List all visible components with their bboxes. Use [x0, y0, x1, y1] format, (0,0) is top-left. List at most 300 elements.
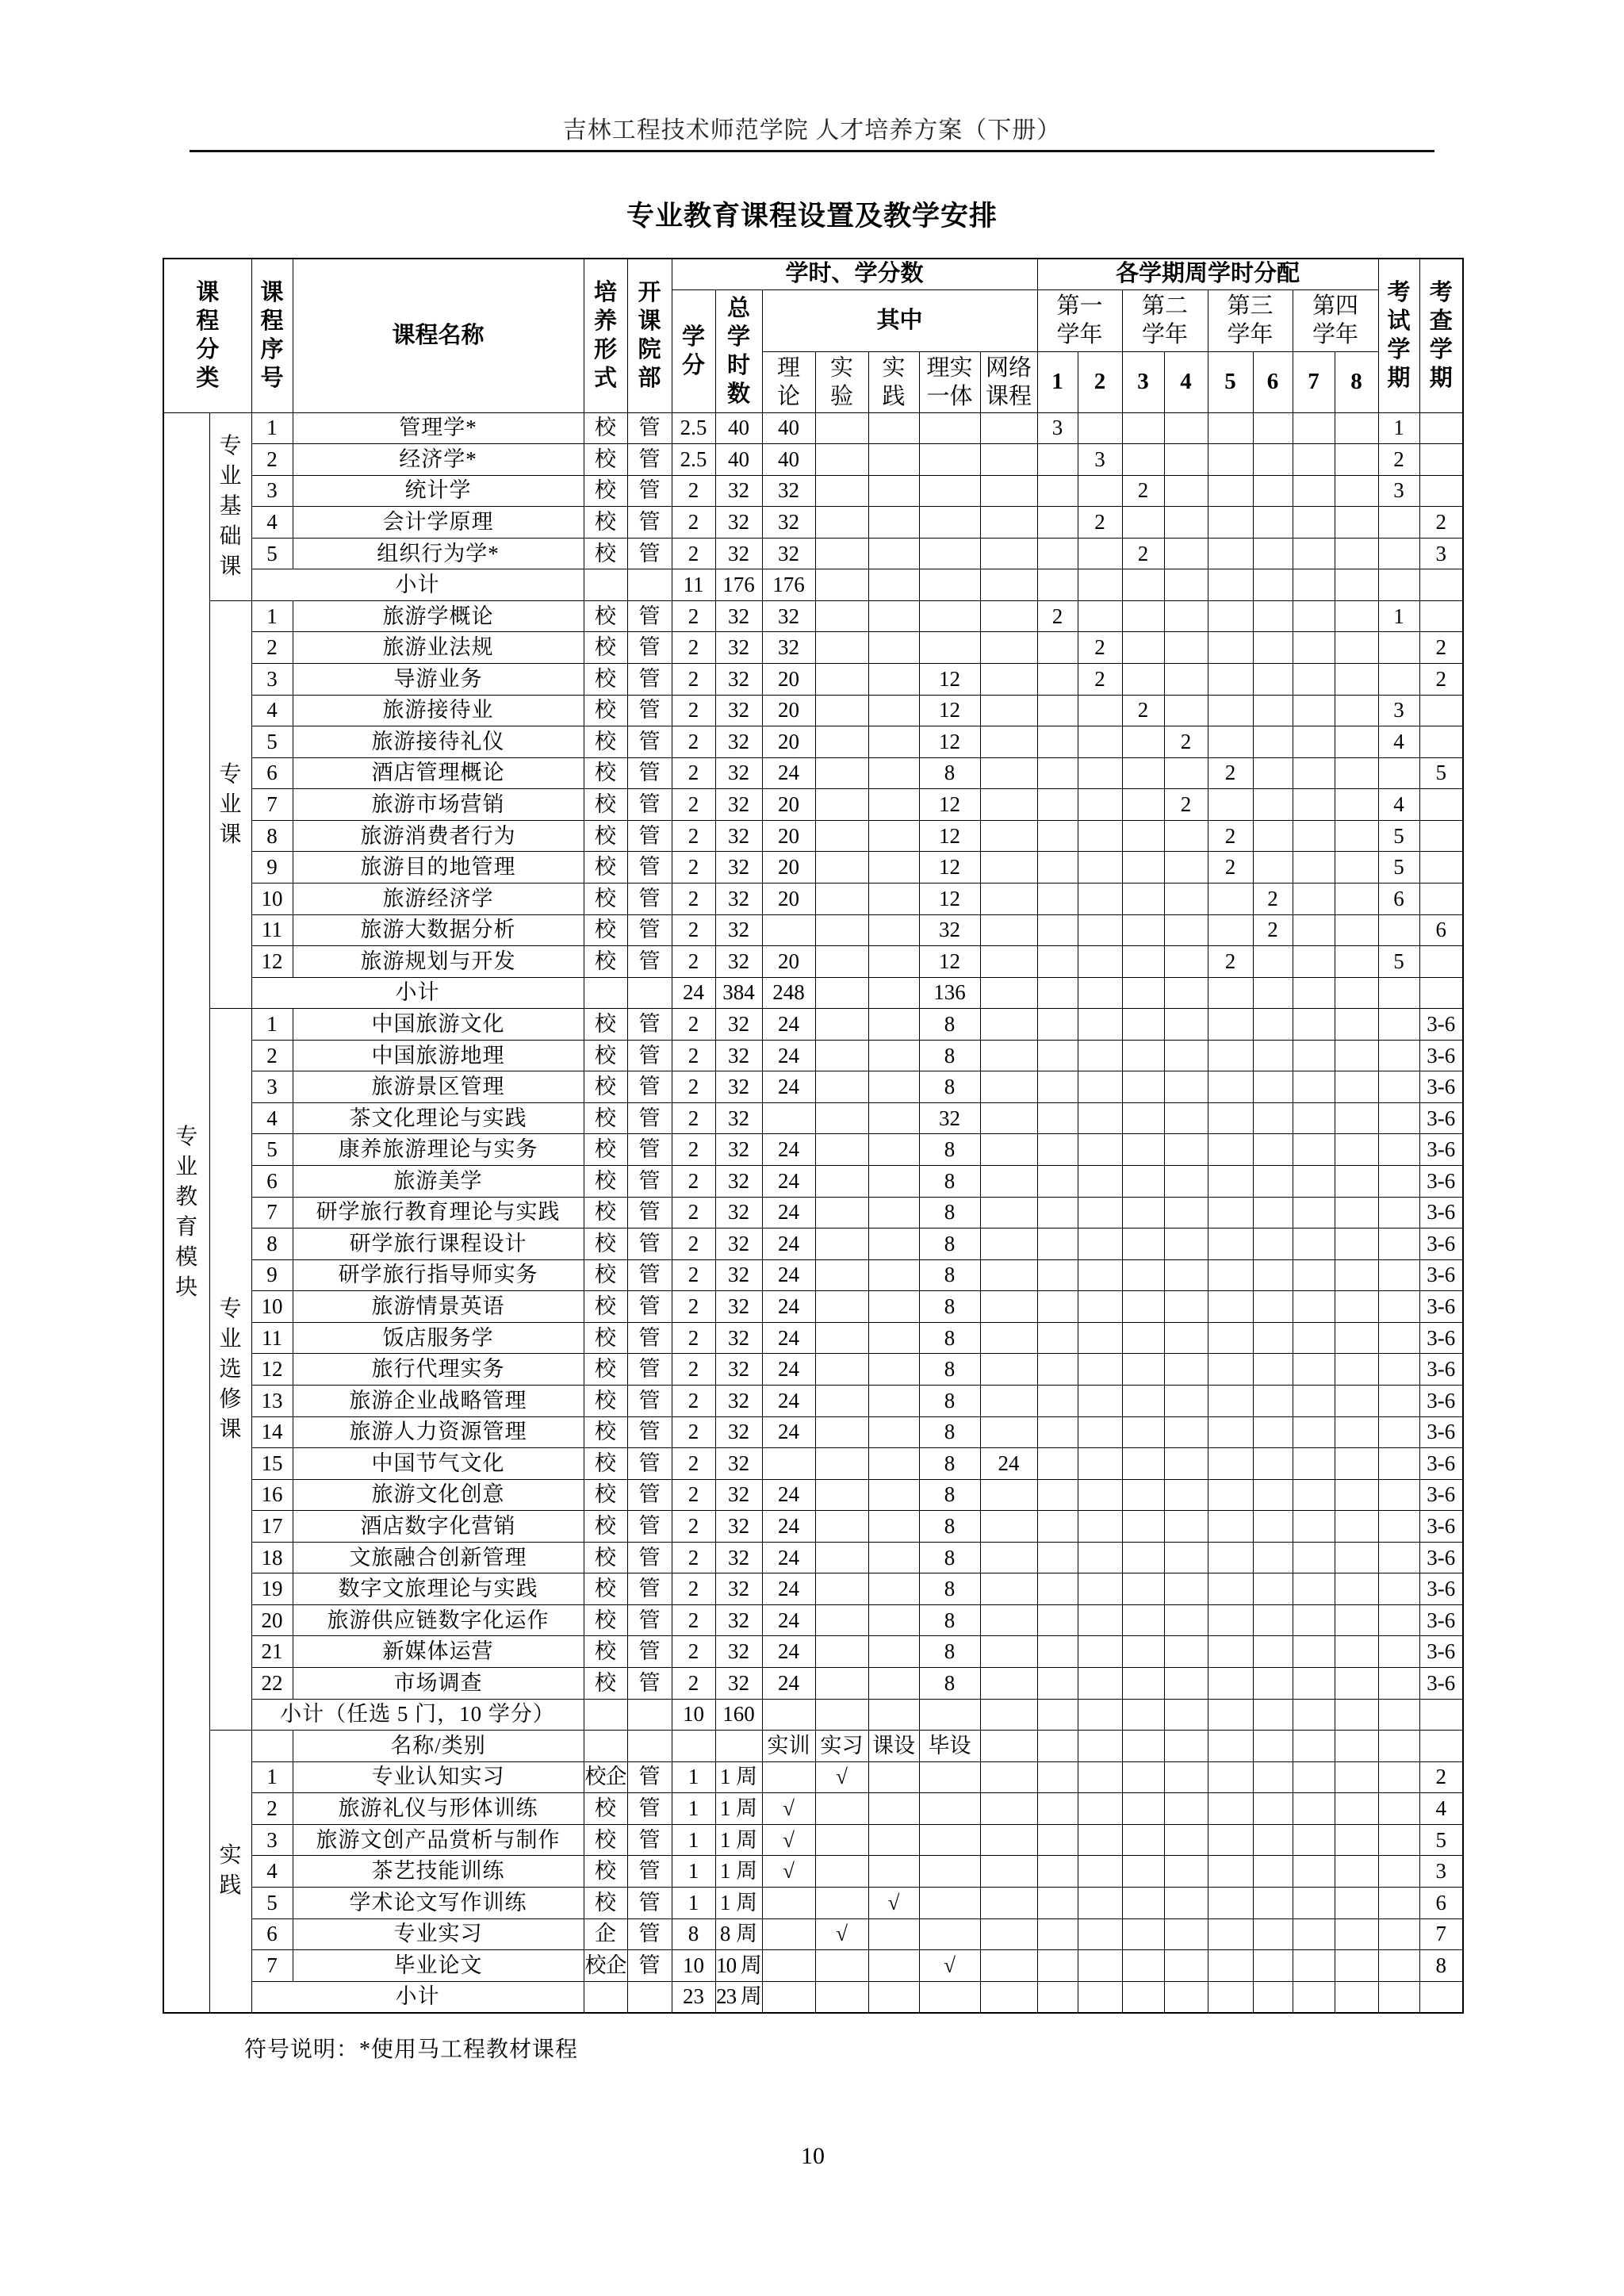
exam-term-cell — [1378, 1385, 1419, 1416]
course-name-cell: 旅游文化创意 — [293, 1479, 584, 1511]
semester-8-hours-cell — [1335, 1448, 1378, 1480]
experiment-hours-cell — [815, 1009, 868, 1041]
header-semester-5: 5 — [1208, 351, 1253, 412]
practice-hours-cell — [868, 664, 919, 696]
semester-2-hours-cell — [1078, 1166, 1122, 1198]
header-check-term-label: 考查学期 — [1429, 280, 1453, 392]
semester-1-hours-cell — [1037, 1668, 1078, 1700]
exam-term-cell — [1378, 1448, 1419, 1480]
semester-1-hours-cell — [1037, 1636, 1078, 1668]
semester-6-hours-cell — [1253, 1511, 1293, 1543]
integrated-hours-cell: 8 — [919, 1197, 980, 1228]
practice-hours-cell — [868, 1071, 919, 1103]
practice-name-header-cell: 名称/类别 — [293, 1731, 584, 1762]
semester-2-hours-cell — [1078, 412, 1122, 444]
course-name-cell: 旅游接待业 — [293, 695, 584, 726]
training-form-cell: 校 — [584, 789, 627, 821]
course-row — [163, 914, 1463, 946]
credits-cell: 2 — [672, 1322, 715, 1354]
total-hours-cell: 176 — [715, 569, 762, 601]
exam-term-cell — [1378, 1416, 1419, 1448]
semester-5-hours-cell — [1208, 789, 1253, 821]
course-no-cell: 3 — [251, 475, 293, 507]
credits-cell: 2 — [672, 789, 715, 821]
semester-1-hours-cell — [1037, 1385, 1078, 1416]
semester-4-hours-cell — [1164, 600, 1208, 632]
semester-5-hours-cell — [1208, 1668, 1253, 1700]
check-term-cell — [1419, 1699, 1463, 1731]
course-row — [163, 1197, 1463, 1228]
practice-type-training-header: 实训 — [762, 1731, 815, 1762]
integrated-hours-cell: 8 — [919, 1071, 980, 1103]
semester-1-hours-cell — [1037, 883, 1078, 914]
semester-7-hours-cell — [1293, 412, 1335, 444]
semester-7-hours-cell — [1293, 600, 1335, 632]
semester-1-hours-cell — [1037, 444, 1078, 476]
practice-hours-cell — [868, 1385, 919, 1416]
course-no-cell: 22 — [251, 1668, 293, 1700]
experiment-hours-cell — [815, 1699, 868, 1731]
semester-2-hours-cell — [1078, 1761, 1122, 1793]
practice-hours-cell — [868, 695, 919, 726]
semester-3-hours-cell — [1122, 1604, 1164, 1636]
header-online-label: 网络课程 — [986, 355, 1032, 409]
semester-1-hours-cell — [1037, 1071, 1078, 1103]
semester-2-hours-cell — [1078, 1887, 1122, 1918]
theory-hours-cell: 24 — [762, 757, 815, 789]
total-hours-cell: 32 — [715, 664, 762, 696]
course-name-cell: 中国旅游地理 — [293, 1040, 584, 1071]
semester-1-hours-cell — [1037, 1887, 1078, 1918]
credits-cell: 2 — [672, 1479, 715, 1511]
section-label: 专业课 — [219, 761, 242, 847]
department-cell: 管 — [627, 1887, 672, 1918]
semester-2-hours-cell — [1078, 1950, 1122, 1982]
semester-2-hours-cell — [1078, 852, 1122, 884]
semester-1-hours-cell — [1037, 1354, 1078, 1386]
credits-cell: 2 — [672, 1542, 715, 1573]
integrated-hours-cell: 32 — [919, 914, 980, 946]
course-row — [163, 789, 1463, 821]
semester-2-hours-cell — [1078, 1322, 1122, 1354]
semester-1-hours-cell — [1037, 1573, 1078, 1605]
credits-cell: 2 — [672, 632, 715, 664]
header-training-form-label: 培养形式 — [594, 280, 618, 392]
check-term-cell: 3-6 — [1419, 1668, 1463, 1700]
exam-term-cell — [1378, 1228, 1419, 1260]
section-label: 专业基础课 — [219, 433, 242, 579]
course-no-cell — [251, 1731, 293, 1762]
semester-3-hours-cell — [1122, 1166, 1164, 1198]
semester-3-hours-cell — [1122, 1573, 1164, 1605]
semester-3-hours-cell — [1122, 1134, 1164, 1166]
experiment-hours-cell — [815, 757, 868, 789]
theory-hours-cell — [762, 1102, 815, 1134]
semester-5-hours-cell — [1208, 1416, 1253, 1448]
course-row — [163, 1636, 1463, 1668]
total-hours-cell: 32 — [715, 1668, 762, 1700]
exam-term-cell: 4 — [1378, 789, 1419, 821]
semester-1-hours-cell — [1037, 1950, 1078, 1982]
subtotal-row — [163, 977, 1463, 1009]
training-form-cell: 企 — [584, 1918, 627, 1950]
semester-3-hours-cell — [1122, 1009, 1164, 1041]
credits-cell — [672, 1731, 715, 1762]
course-name-cell: 旅游接待礼仪 — [293, 726, 584, 758]
course-name-cell: 管理学* — [293, 412, 584, 444]
semester-6-hours-cell — [1253, 1385, 1293, 1416]
course-row — [163, 600, 1463, 632]
online-hours-cell — [980, 1699, 1037, 1731]
semester-4-hours-cell — [1164, 1071, 1208, 1103]
training-form-cell: 校 — [584, 852, 627, 884]
experiment-hours-cell — [815, 664, 868, 696]
semester-2-hours-cell — [1078, 1699, 1122, 1731]
course-row — [163, 1166, 1463, 1198]
section-cell — [209, 1731, 251, 2013]
header-semester-6: 6 — [1253, 351, 1293, 412]
practice-training-mark: √ — [762, 1856, 815, 1888]
department-cell: 管 — [627, 1479, 672, 1511]
department-cell: 管 — [627, 1009, 672, 1041]
theory-hours-cell: 32 — [762, 632, 815, 664]
credits-cell: 1 — [672, 1856, 715, 1888]
online-hours-cell — [980, 1166, 1037, 1198]
exam-term-cell — [1378, 1604, 1419, 1636]
exam-term-cell: 2 — [1378, 444, 1419, 476]
semester-6-hours-cell — [1253, 1699, 1293, 1731]
check-term-cell: 3-6 — [1419, 1416, 1463, 1448]
semester-7-hours-cell — [1293, 1542, 1335, 1573]
semester-7-hours-cell — [1293, 789, 1335, 821]
exam-term-cell: 5 — [1378, 820, 1419, 852]
credits-cell: 2 — [672, 1416, 715, 1448]
semester-6-hours-cell — [1253, 695, 1293, 726]
semester-5-hours-cell — [1208, 1322, 1253, 1354]
course-name-cell: 酒店数字化营销 — [293, 1511, 584, 1543]
semester-6-hours-cell — [1253, 1731, 1293, 1762]
course-name-cell: 旅游供应链数字化运作 — [293, 1604, 584, 1636]
integrated-hours-cell — [919, 475, 980, 507]
online-hours-cell — [980, 1887, 1037, 1918]
course-no-cell: 12 — [251, 946, 293, 978]
semester-6-hours-cell — [1253, 1856, 1293, 1888]
semester-4-hours-cell — [1164, 757, 1208, 789]
semester-8-hours-cell — [1335, 1228, 1378, 1260]
semester-8-hours-cell — [1335, 1040, 1378, 1071]
semester-4-hours-cell — [1164, 1479, 1208, 1511]
semester-1-hours-cell — [1037, 1134, 1078, 1166]
online-hours-cell — [980, 507, 1037, 539]
training-form-cell — [584, 569, 627, 601]
semester-6-hours-cell — [1253, 1887, 1293, 1918]
header-of-which: 其中 — [762, 289, 1037, 351]
integrated-hours-cell: 8 — [919, 1166, 980, 1198]
semester-4-hours-cell — [1164, 1542, 1208, 1573]
practice-hours-cell — [868, 1259, 919, 1291]
practice-internship-mark: √ — [815, 1761, 868, 1793]
header-check-term — [1419, 259, 1463, 412]
practice-graduation-design-mark — [919, 1793, 980, 1825]
semester-2-hours-cell — [1078, 1511, 1122, 1543]
exam-term-cell — [1378, 1636, 1419, 1668]
semester-8-hours-cell — [1335, 475, 1378, 507]
course-row — [163, 507, 1463, 539]
semester-4-hours-cell — [1164, 1040, 1208, 1071]
training-form-cell: 校 — [584, 1197, 627, 1228]
credits-cell: 2 — [672, 538, 715, 569]
training-form-cell: 校 — [584, 412, 627, 444]
course-no-cell: 9 — [251, 852, 293, 884]
check-term-cell — [1419, 569, 1463, 601]
practice-type-graduation-design-header: 毕设 — [919, 1731, 980, 1762]
total-hours-cell: 32 — [715, 852, 762, 884]
online-hours-cell — [980, 444, 1037, 476]
course-row — [163, 852, 1463, 884]
semester-1-hours-cell — [1037, 538, 1078, 569]
semester-6-hours-cell — [1253, 1479, 1293, 1511]
semester-7-hours-cell — [1293, 444, 1335, 476]
header-semester-3: 3 — [1122, 351, 1164, 412]
semester-4-hours-cell — [1164, 977, 1208, 1009]
course-name-cell: 专业实习 — [293, 1918, 584, 1950]
semester-7-hours-cell — [1293, 1416, 1335, 1448]
integrated-hours-cell: 12 — [919, 852, 980, 884]
practice-hours-cell — [868, 1197, 919, 1228]
course-row — [163, 1291, 1463, 1323]
semester-3-hours-cell — [1122, 1385, 1164, 1416]
integrated-hours-cell: 8 — [919, 1134, 980, 1166]
semester-4-hours-cell — [1164, 632, 1208, 664]
semester-3-hours-cell — [1122, 1918, 1164, 1950]
training-form-cell: 校 — [584, 1479, 627, 1511]
header-experiment-label: 实验 — [830, 355, 854, 409]
semester-7-hours-cell — [1293, 507, 1335, 539]
semester-1-hours-cell — [1037, 1040, 1078, 1071]
weeks-cell: 1 周 — [715, 1887, 762, 1918]
total-hours-cell — [715, 1731, 762, 1762]
semester-4-hours-cell — [1164, 1981, 1208, 2013]
practice-type-internship-header: 实习 — [815, 1731, 868, 1762]
online-hours-cell — [980, 977, 1037, 1009]
check-term-cell: 3-6 — [1419, 1573, 1463, 1605]
semester-3-hours-cell — [1122, 1731, 1164, 1762]
semester-7-hours-cell — [1293, 1040, 1335, 1071]
practice-hours-cell — [868, 757, 919, 789]
course-name-cell: 旅游景区管理 — [293, 1071, 584, 1103]
practice-hours-cell — [868, 1542, 919, 1573]
semester-6-hours-cell — [1253, 1542, 1293, 1573]
semester-2-hours-cell — [1078, 1102, 1122, 1134]
theory-hours-cell: 24 — [762, 1668, 815, 1700]
exam-term-cell — [1378, 1793, 1419, 1825]
practice-type-course-design-header: 课设 — [868, 1731, 919, 1762]
header-experiment — [815, 351, 868, 412]
training-form-cell: 校 — [584, 914, 627, 946]
section-cell — [209, 1009, 251, 1731]
online-hours-cell — [980, 1009, 1037, 1041]
total-hours-cell: 32 — [715, 1479, 762, 1511]
semester-3-hours-cell — [1122, 1228, 1164, 1260]
theory-hours-cell — [762, 914, 815, 946]
theory-hours-cell: 20 — [762, 852, 815, 884]
training-form-cell: 校 — [584, 1291, 627, 1323]
semester-4-hours-cell — [1164, 1918, 1208, 1950]
online-hours-cell — [980, 1479, 1037, 1511]
practice-hours-cell — [868, 1668, 919, 1700]
semester-1-hours-cell — [1037, 1197, 1078, 1228]
semester-6-hours-cell — [1253, 1102, 1293, 1134]
online-hours-cell — [980, 1668, 1037, 1700]
subtotal-row — [163, 1699, 1463, 1731]
semester-8-hours-cell — [1335, 1009, 1378, 1041]
online-hours-cell — [980, 1573, 1037, 1605]
training-form-cell: 校 — [584, 632, 627, 664]
experiment-hours-cell — [815, 820, 868, 852]
experiment-hours-cell — [815, 1385, 868, 1416]
total-hours-cell: 40 — [715, 412, 762, 444]
credits-cell: 2 — [672, 726, 715, 758]
total-hours-cell: 32 — [715, 600, 762, 632]
total-hours-cell: 40 — [715, 444, 762, 476]
practice-hours-cell — [868, 820, 919, 852]
semester-5-hours-cell — [1208, 412, 1253, 444]
semester-1-hours-cell — [1037, 475, 1078, 507]
experiment-hours-cell — [815, 789, 868, 821]
semester-3-hours-cell — [1122, 1699, 1164, 1731]
semester-5-hours-cell — [1208, 1636, 1253, 1668]
semester-7-hours-cell — [1293, 1636, 1335, 1668]
semester-5-hours-cell — [1208, 1731, 1253, 1762]
training-form-cell — [584, 1731, 627, 1762]
semester-6-hours-cell — [1253, 1573, 1293, 1605]
practice-hours-cell — [868, 569, 919, 601]
total-hours-cell: 32 — [715, 789, 762, 821]
semester-2-hours-cell — [1078, 1448, 1122, 1480]
semester-8-hours-cell — [1335, 1699, 1378, 1731]
semester-2-hours-cell — [1078, 1636, 1122, 1668]
semester-3-hours-cell — [1122, 507, 1164, 539]
check-term-cell — [1419, 1731, 1463, 1762]
header-theory-label: 理论 — [777, 355, 801, 409]
training-form-cell: 校 — [584, 726, 627, 758]
total-hours-cell: 32 — [715, 1542, 762, 1573]
semester-6-hours-cell — [1253, 664, 1293, 696]
total-hours-cell: 32 — [715, 1071, 762, 1103]
semester-6-hours-cell — [1253, 475, 1293, 507]
semester-6-hours-cell — [1253, 726, 1293, 758]
semester-8-hours-cell — [1335, 1542, 1378, 1573]
department-cell: 管 — [627, 1668, 672, 1700]
semester-2-hours-cell — [1078, 600, 1122, 632]
course-row — [163, 1259, 1463, 1291]
semester-2-hours-cell — [1078, 726, 1122, 758]
semester-3-hours-cell — [1122, 1259, 1164, 1291]
semester-1-hours-cell — [1037, 695, 1078, 726]
semester-3-hours-cell — [1122, 412, 1164, 444]
integrated-hours-cell: 136 — [919, 977, 980, 1009]
course-no-cell: 6 — [251, 1166, 293, 1198]
semester-5-hours-cell: 2 — [1208, 820, 1253, 852]
semester-3-hours-cell — [1122, 1479, 1164, 1511]
training-form-cell: 校 — [584, 946, 627, 978]
practice-training-mark: √ — [762, 1824, 815, 1856]
semester-5-hours-cell — [1208, 695, 1253, 726]
credits-cell: 1 — [672, 1793, 715, 1825]
course-name-cell: 旅行代理实务 — [293, 1354, 584, 1386]
semester-3-hours-cell — [1122, 1636, 1164, 1668]
department-cell: 管 — [627, 1291, 672, 1323]
online-hours-cell — [980, 1102, 1037, 1134]
training-form-cell — [584, 1699, 627, 1731]
department-cell: 管 — [627, 946, 672, 978]
semester-7-hours-cell — [1293, 1511, 1335, 1543]
semester-1-hours-cell — [1037, 726, 1078, 758]
department-cell — [627, 1731, 672, 1762]
semester-5-hours-cell — [1208, 1259, 1253, 1291]
course-name-cell: 茶艺技能训练 — [293, 1856, 584, 1888]
semester-4-hours-cell — [1164, 1166, 1208, 1198]
course-row — [163, 664, 1463, 696]
total-hours-cell: 32 — [715, 475, 762, 507]
semester-7-hours-cell — [1293, 1322, 1335, 1354]
header-training-form — [584, 259, 627, 412]
running-header: 吉林工程技术师范学院 人才培养方案（下册） — [562, 117, 1062, 144]
semester-1-hours-cell — [1037, 1322, 1078, 1354]
integrated-hours-cell — [919, 507, 980, 539]
semester-3-hours-cell — [1122, 1040, 1164, 1071]
semester-3-hours-cell — [1122, 600, 1164, 632]
semester-2-hours-cell — [1078, 1291, 1122, 1323]
course-name-cell: 茶文化理论与实践 — [293, 1102, 584, 1134]
semester-1-hours-cell — [1037, 1542, 1078, 1573]
header-seq — [251, 259, 293, 412]
practice-hours-cell — [868, 632, 919, 664]
course-no-cell: 16 — [251, 1479, 293, 1511]
credits-cell: 2 — [672, 852, 715, 884]
credits-cell: 2 — [672, 1228, 715, 1260]
experiment-hours-cell — [815, 1134, 868, 1166]
course-row — [163, 1416, 1463, 1448]
semester-8-hours-cell — [1335, 1511, 1378, 1543]
integrated-hours-cell — [919, 538, 980, 569]
theory-hours-cell: 32 — [762, 600, 815, 632]
semester-8-hours-cell — [1335, 1385, 1378, 1416]
semester-5-hours-cell — [1208, 977, 1253, 1009]
exam-term-cell — [1378, 1511, 1419, 1543]
semester-1-hours-cell: 2 — [1037, 600, 1078, 632]
course-name-cell: 统计学 — [293, 475, 584, 507]
semester-6-hours-cell — [1253, 1416, 1293, 1448]
practice-training-mark — [762, 1887, 815, 1918]
integrated-hours-cell: 8 — [919, 1604, 980, 1636]
practice-row — [163, 1950, 1463, 1982]
semester-7-hours-cell — [1293, 1479, 1335, 1511]
department-cell: 管 — [627, 1856, 672, 1888]
course-no-cell: 1 — [251, 412, 293, 444]
online-hours-cell — [980, 1604, 1037, 1636]
header-total-hours — [715, 289, 762, 412]
practice-hours-cell — [868, 914, 919, 946]
semester-3-hours-cell — [1122, 977, 1164, 1009]
online-hours-cell — [980, 1385, 1037, 1416]
semester-8-hours-cell — [1335, 412, 1378, 444]
semester-1-hours-cell — [1037, 1856, 1078, 1888]
semester-3-hours-cell — [1122, 789, 1164, 821]
course-no-cell: 2 — [251, 444, 293, 476]
exam-term-cell — [1378, 1291, 1419, 1323]
header-semester-1: 1 — [1037, 351, 1078, 412]
